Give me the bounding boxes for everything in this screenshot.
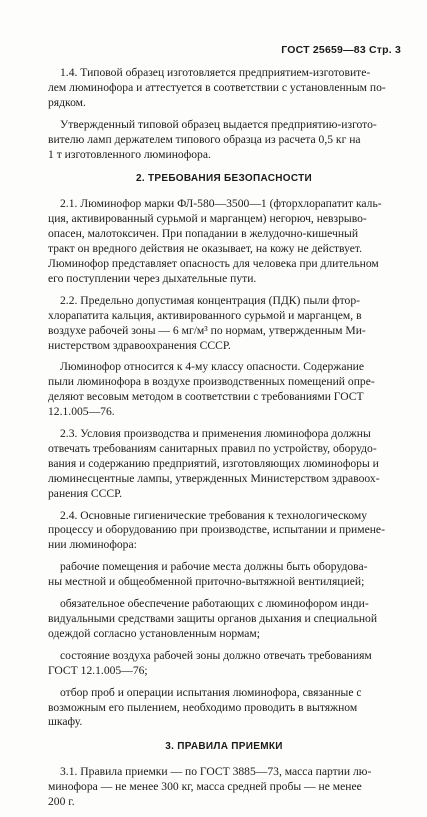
text-line: тракт он вредного действия не оказывает, на кожу не действует. (48, 242, 362, 256)
text-line: ны местной и общеобменной приточно-вытяжной вентиляцией; (48, 575, 365, 589)
text-line: 2.3. Условия производства и применения люминофора должны (60, 427, 371, 441)
text-line: Утвержденный типовой образец выдается предприятию-изгото- (60, 117, 377, 131)
paragraph (48, 66, 400, 111)
text-line: 2.4. Основные гигиенические требования к технологическому (60, 508, 367, 522)
text-line: опасен, малотоксичен. При попадании в желудочно-кишечный (48, 227, 359, 241)
text-line: отбор проб и операции испытания люминофора, связанные с (60, 685, 362, 699)
text-line: воздухе рабочей зоны — 6 мг/м³ по нормам, утвержденным Ми- (48, 323, 366, 337)
text-line: деляют весовым методом в соответствии с требованиями ГОСТ (48, 390, 364, 404)
text-line: нистерством здравоохранения СССР. (48, 338, 231, 352)
text-line: ранения СССР. (48, 486, 123, 500)
text-line: Люминофор представляет опасность для человека при длительном (48, 256, 379, 270)
paragraph (48, 294, 400, 354)
text-line: 12.1.005—76. (48, 405, 115, 419)
page-header: ГОСТ 25659—83 Стр. 3 (281, 44, 401, 56)
section-heading: 2. ТРЕБОВАНИЯ БЕЗОПАСНОСТИ (135, 173, 313, 185)
text-line: 1 т изготовленного люминофора. (48, 147, 211, 161)
paragraph (48, 427, 400, 502)
paragraph (48, 118, 400, 163)
text-line: люминесцентные лампы, утвержденных Министерством здравоох- (48, 471, 380, 485)
text-line: процессу и оборудованию при производстве, испытании и примене- (48, 523, 385, 537)
document-body (48, 66, 400, 817)
text-line: ГОСТ 12.1.005—76; (48, 663, 148, 677)
text-line: рядком. (48, 95, 86, 109)
paragraph (48, 509, 400, 554)
text-line: возможным его пылением, необходимо проводить в вытяжном (48, 700, 358, 714)
text-line: Люминофор относится к 4-му классу опасности. Содержание (60, 360, 365, 374)
text-line: видуальными средствами защиты органов дыхания и специальной (48, 612, 378, 625)
text-line: пыли люминофора в воздухе производственных помещений опре- (48, 375, 375, 389)
text-line: вителю ламп держателем типового образца из расчета 0,5 кг на (48, 132, 361, 146)
text-line: его поступлении через дыхательные пути. (48, 271, 257, 285)
text-line: шкафу. (48, 715, 83, 729)
paragraph (48, 560, 400, 590)
text-line: нии люминофора: (48, 538, 137, 552)
text-line: вания и содержанию предприятий, изготовляющих люминофоры и (48, 456, 379, 470)
text-line: лем люминофора и аттестуется в соответствии с установленным по- (48, 80, 386, 94)
text-line: 2.2. Предельно допустимая концентрация (ПДК) пыли фтор- (60, 293, 361, 307)
text-line: ция, активированный сурьмой и марганцем) негорюч, невзрыво- (48, 212, 367, 226)
paragraph (48, 197, 400, 286)
paragraph (48, 597, 400, 642)
text-line: 3.1. Правила приемки — по ГОСТ 3885—73, масса партии лю- (60, 765, 372, 779)
text-line: отвечать требованиям санитарных правил по устройству, оборудо- (48, 441, 377, 455)
paragraph (48, 686, 400, 731)
text-line: рабочие помещения и рабочие места должны быть оборудова- (60, 560, 368, 574)
text-line: минофора — не менее 300 кг, масса средней пробы — не менее (48, 780, 362, 794)
text-line: состояние воздуха рабочей зоны должно отвечать требованиям (60, 648, 372, 662)
text-line: обязательное обеспечение работающих с люминофором инди- (60, 597, 369, 611)
paragraph (48, 360, 400, 420)
section-heading: 3. ПРАВИЛА ПРИЕМКИ (165, 741, 283, 753)
text-line: 1.4. Типовой образец изготовляется предприятием-изготовите- (60, 66, 371, 79)
paragraph (48, 765, 400, 810)
text-line: одеждой согласно установленным нормам; (48, 626, 260, 640)
text-line: хлорапатита кальция, активированного сурьмой и марганцем, в (48, 308, 362, 322)
text-line: 2.1. Люминофор марки ФЛ-580—3500—1 (фторхлорапатит каль- (60, 197, 382, 211)
text-line: 200 г. (48, 795, 75, 809)
paragraph (48, 649, 400, 679)
